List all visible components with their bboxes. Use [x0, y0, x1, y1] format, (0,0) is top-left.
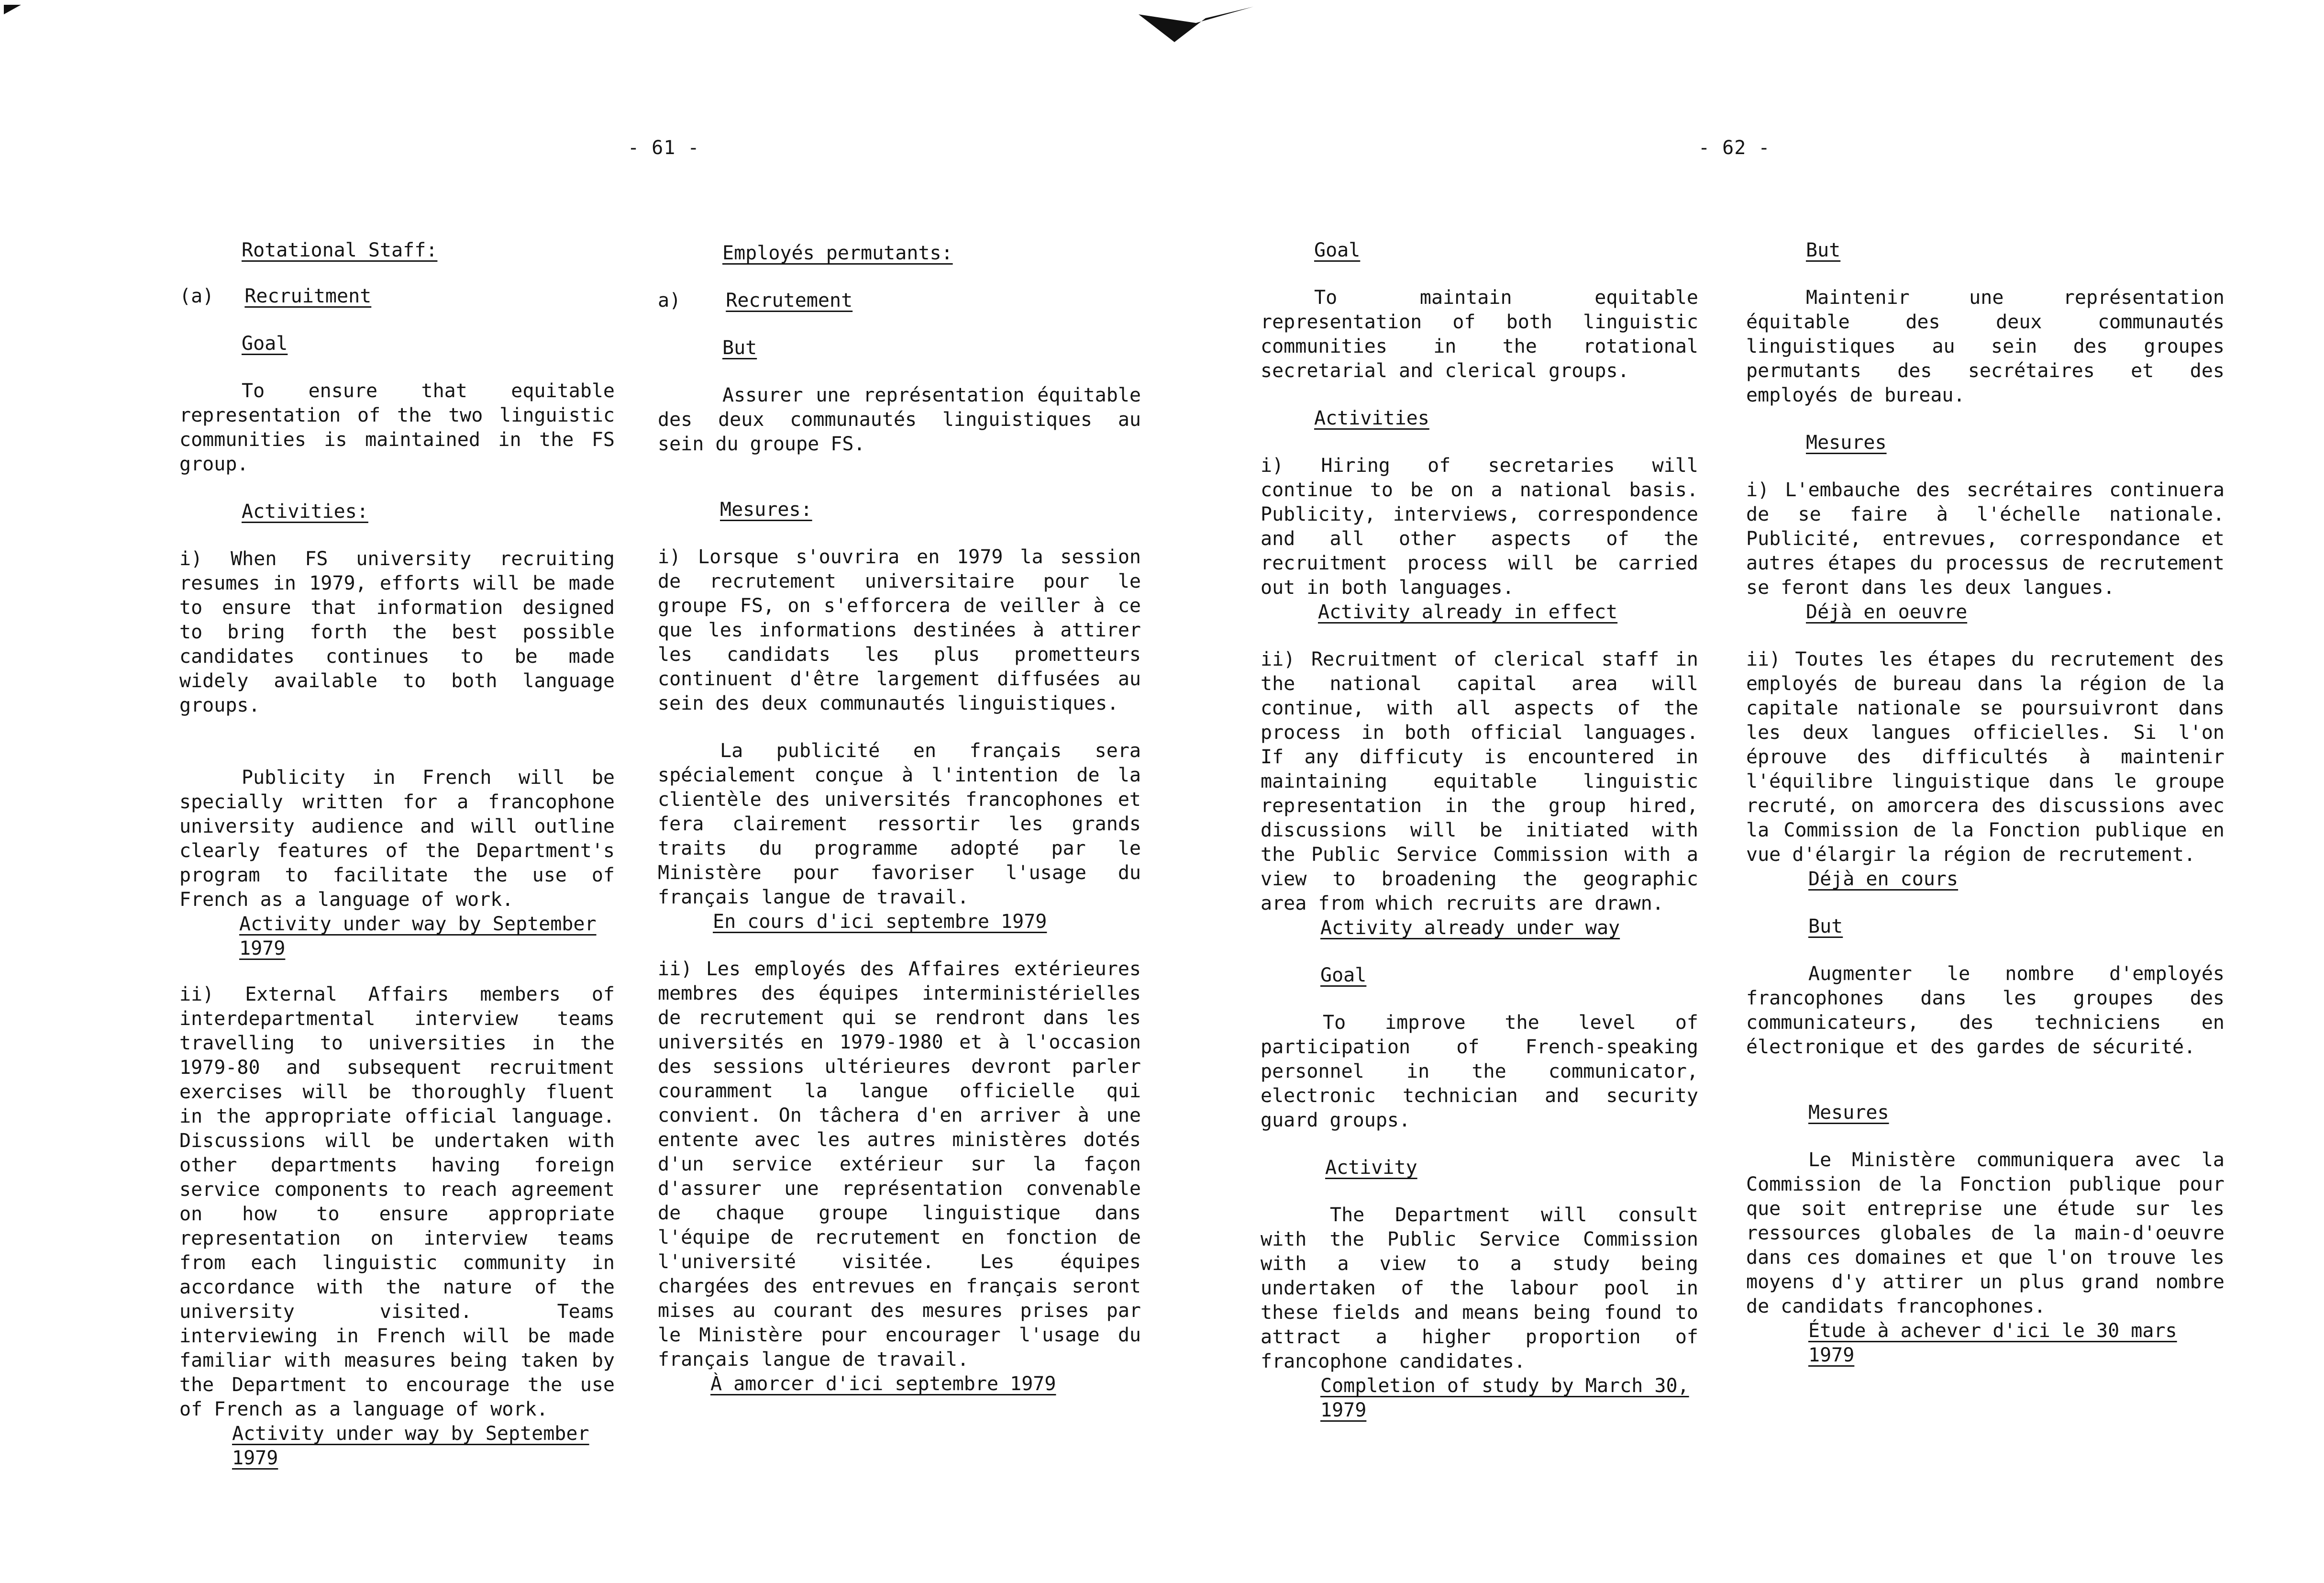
activity-item-1: i) Lorsque s'ouvrira en 1979 la session de recrutement universitaire pour le groupe FS, on s'efforcera de veiller à ce que les informations destinées à attirer les candidats les plus prometteurs continuent d'être largement diffusées au sein des deux communautés linguistiques.	[658, 546, 1141, 714]
section-title: Employés permutants:	[722, 242, 953, 264]
goal-heading: Goal	[242, 333, 288, 355]
status-line: Activity already under way	[1320, 917, 1620, 939]
status-line: Activity under way by September 1979	[232, 1423, 589, 1469]
subsection-title: Recruitment	[244, 285, 372, 307]
status-line: Activity already in effect	[1318, 601, 1618, 623]
activity-item-2: ii) Toutes les étapes du recrutement des employés de bureau dans la région de la capitale nationale se poursuivront dans les deux langues officielles. Si l'on éprouve des difficultés à maintenir l'équilibre linguistique dans le groupe recruté, on amorcera des discussions avec la Commission de la Fonction publique en vue d'élargir la région de recrutement.	[1746, 648, 2224, 866]
activity-text: The Department will consult with the Public Service Commission with a view to a study being undertaken of the labour pool in these fields and means being found to attract a higher proportion of francophone candidates.	[1261, 1204, 1698, 1372]
status-line: Completion of study by March 30, 1979	[1320, 1375, 1689, 1421]
status-line: Déjà en cours	[1808, 868, 1959, 890]
subsection-label: (a)	[179, 285, 214, 307]
page-62	[1162, 0, 2324, 1583]
activity-item-1: i) Hiring of secretaries will continue to be on a national basis. Publicity, interviews, correspondence and all other aspects of the recruitment process will be carried out in both languages.	[1261, 455, 1698, 599]
subsection-label: a)	[658, 290, 681, 312]
status-line: Étude à achever d'ici le 30 mars 1979	[1808, 1320, 2177, 1366]
french-column	[1746, 238, 2224, 1368]
activity-item-2: ii) Les employés des Affaires extérieures membres des équipes interministérielles de recrutement qui se rendront dans les universités en 1979-1980 et à l'occasion des sessions ultérieures devront parler couramment la langue officielle qui convient. On tâchera d'en arriver à une entente avec les autres ministères dotés d'un service extérieur sur la façon d'assurer une représentation convenable de chaque groupe linguistique dans l'équipe de recrutement en fonction de l'université visitée. Les équipes chargées des entrevues en français seront mises au courant des mesures prises par le Ministère pour encourager l'usage du français langue de travail.	[658, 958, 1141, 1371]
subsection-header	[658, 289, 1141, 313]
status-line: Activity under way by September 1979	[239, 913, 597, 959]
activities-heading: Activities	[1314, 407, 1429, 429]
goal-heading: Goal	[1320, 964, 1367, 986]
page-number: - 61 -	[628, 137, 700, 159]
goal-heading: But	[1808, 915, 1843, 937]
activity-heading: Activity	[1325, 1157, 1417, 1179]
status-line: À amorcer d'ici septembre 1979	[710, 1373, 1056, 1395]
english-column	[179, 238, 615, 1471]
publicity-paragraph: La publicité en français sera spécialement conçue à l'intention de la clientèle des universités francophones et fera clairement ressortir les grands traits du programme adopté par le Ministère pour favoriser l'usage du français langue de travail.	[658, 740, 1141, 908]
english-column	[1261, 238, 1698, 1423]
activity-item-1: i) L'embauche des secrétaires continuera de se faire à l'échelle nationale. Publicité, entrevues, correspondance et autres étapes du processus de recrutement se feront dans les deux langues.	[1746, 479, 2224, 599]
goal-heading: Goal	[1314, 239, 1361, 261]
french-column	[658, 241, 1141, 1396]
publicity-paragraph: Publicity in French will be specially written for a francophone university audience and will outline clearly features of the Department's program to facilitate the use of French as a language of work.	[179, 767, 615, 911]
section-title: Rotational Staff:	[242, 239, 438, 261]
activities-heading: Mesures	[1806, 432, 1887, 454]
status-line: Déjà en oeuvre	[1806, 601, 1968, 623]
activity-heading: Mesures	[1808, 1102, 1889, 1124]
subsection-title: Recrutement	[726, 290, 853, 312]
page-number: - 62 -	[1698, 137, 1771, 159]
subsection-header	[179, 284, 615, 309]
activities-heading: Mesures:	[720, 499, 812, 521]
activities-heading: Activities:	[242, 501, 368, 523]
status-line: En cours d'ici septembre 1979	[713, 911, 1047, 933]
activity-item-2: ii) External Affairs members of interdepartmental interview teams travelling to universities in the 1979-80 and subsequent recruitment exercises will be thoroughly fluent in the appropriate official language. Discussions will be undertaken with other departments having foreign service components to reach agreement on how to ensure appropriate representation on interview teams from each linguistic community in accordance with the nature of the university visited. Teams interviewing in French will be made familiar with measures being taken by the Department to encourage the use of French as a language of work.	[179, 983, 615, 1420]
activity-text: Le Ministère communiquera avec la Commission de la Fonction publique pour que soit entreprise une étude sur les ressources globales de la main-d'oeuvre dans ces domaines et que l'on trouve les moyens d'y attirer un plus grand nombre de candidats francophones.	[1746, 1149, 2224, 1317]
goal-text: Augmenter le nombre d'employés francophones dans les groupes des communicateurs, des techniciens en électronique et des gardes de sécurité.	[1746, 963, 2224, 1058]
goal-heading: But	[1806, 239, 1841, 261]
goal-text: To ensure that equitable representation of the two linguistic communities is maintained in the FS group.	[179, 380, 615, 475]
goal-text: To improve the level of participation of French-speaking personnel in the communicator, electronic technician and security guard groups.	[1261, 1012, 1698, 1131]
goal-text: To maintain equitable representation of both linguistic communities in the rotational secretarial and clerical groups.	[1261, 287, 1698, 382]
goal-text: Maintenir une représentation équitable des deux communautés linguistiques au sein des groupes permutants des secrétaires et des employés de bureau.	[1746, 287, 2224, 406]
activity-item-1: i) When FS university recruiting resumes in 1979, efforts will be made to ensure that information designed to bring forth the best possible candidates continues to be made widely available to both language groups.	[179, 548, 615, 716]
activity-item-2: ii) Recruitment of clerical staff in the national capital area will continue, with all aspects of the process in both official languages. If any difficuty is encountered in maintaining equitable linguistic representation in the group hired, discussions will be initiated with the Public Service Commission with a view to broadening the geographic area from which recruits are drawn.	[1261, 648, 1698, 914]
goal-text: Assurer une représentation équitable des deux communautés linguistiques au sein du groupe FS.	[658, 384, 1141, 455]
goal-heading: But	[722, 337, 757, 359]
